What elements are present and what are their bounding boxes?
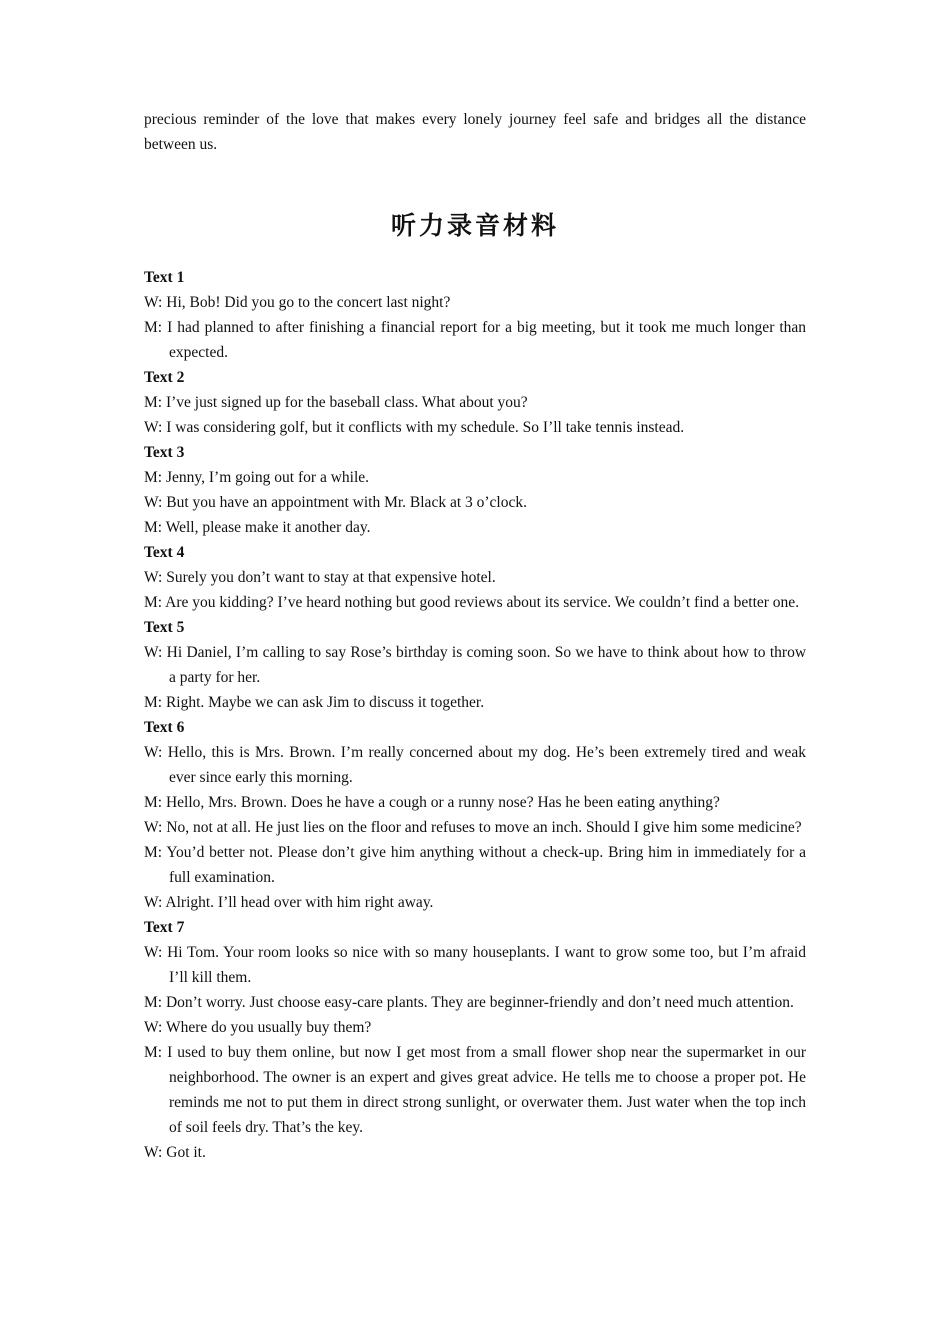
line-text: Jenny, I’m going out for a while. <box>165 469 370 486</box>
speaker-tag: M: <box>144 694 163 711</box>
section-label: Text 3 <box>144 444 185 461</box>
speaker-tag: W: <box>144 819 163 836</box>
transcript-section <box>144 365 806 440</box>
dialogue-line <box>144 815 806 840</box>
dialogue-line <box>144 1140 806 1165</box>
line-text: Well, please make it another day. <box>165 519 371 536</box>
speaker-tag: W: <box>144 1144 163 1161</box>
speaker-tag: M: <box>144 994 163 1011</box>
dialogue-line <box>144 465 806 490</box>
dialogue-line <box>144 640 806 690</box>
line-text: Alright. I’ll head over with him right away. <box>165 894 434 911</box>
speaker-tag: W: <box>144 894 163 911</box>
dialogue-line <box>144 990 806 1015</box>
transcript-section <box>144 265 806 365</box>
line-text: Surely you don’t want to stay at that expensive hotel. <box>166 569 496 586</box>
dialogue-line <box>144 290 806 315</box>
speaker-tag: W: <box>144 494 163 511</box>
transcript-section <box>144 440 806 540</box>
speaker-tag: M: <box>144 1044 163 1061</box>
speaker-tag: M: <box>144 469 163 486</box>
transcript-section <box>144 540 806 615</box>
line-text: I was considering golf, but it conflicts with my schedule. So I’ll take tennis instead. <box>166 419 685 436</box>
transcript-section <box>144 915 806 1165</box>
intro-paragraph: precious reminder of the love that makes every lonely journey feel safe and bridges all the distance between us. <box>144 111 806 153</box>
dialogue-line <box>144 740 806 790</box>
speaker-tag: M: <box>144 394 163 411</box>
transcript-section <box>144 615 806 715</box>
line-text: Are you kidding? I’ve heard nothing but good reviews about its service. We couldn’t find a better one. <box>165 594 800 611</box>
transcript-section <box>144 715 806 915</box>
line-text: Hello, Mrs. Brown. Does he have a cough or a runny nose? Has he been eating anything? <box>165 794 720 811</box>
dialogue-line <box>144 390 806 415</box>
dialogue-line <box>144 790 806 815</box>
speaker-tag: M: <box>144 594 163 611</box>
line-text: Don’t worry. Just choose easy-care plants. They are beginner-friendly and don’t need much attention. <box>165 994 794 1011</box>
line-text: You’d better not. Please don’t give him anything without a check-up. Bring him in immediately for a full examination. <box>166 844 806 886</box>
line-text: Hi Daniel, I’m calling to say Rose’s birthday is coming soon. So we have to think about how to throw a party for her. <box>166 644 807 686</box>
speaker-tag: W: <box>144 294 163 311</box>
dialogue-line <box>144 940 806 990</box>
speaker-tag: W: <box>144 944 163 961</box>
line-text: Hi Tom. Your room looks so nice with so many houseplants. I want to grow some too, but I’m afraid I’ll kill them. <box>167 944 807 986</box>
section-label: Text 7 <box>144 919 185 936</box>
transcript <box>144 265 806 1165</box>
line-text: But you have an appointment with Mr. Black at 3 o’clock. <box>166 494 527 511</box>
line-text: Hi, Bob! Did you go to the concert last night? <box>166 294 451 311</box>
section-label: Text 1 <box>144 269 185 286</box>
section-label: Text 5 <box>144 619 185 636</box>
dialogue-line <box>144 415 806 440</box>
dialogue-line <box>144 315 806 365</box>
line-text: No, not at all. He just lies on the floor and refuses to move an inch. Should I give him some medicine? <box>166 819 802 836</box>
line-text: I had planned to after finishing a financial report for a big meeting, but it took me much longer than expected. <box>167 319 807 361</box>
section-label: Text 6 <box>144 719 185 736</box>
page-title: 听力录音材料 <box>390 211 559 240</box>
speaker-tag: W: <box>144 1019 163 1036</box>
speaker-tag: M: <box>144 794 163 811</box>
section-label: Text 2 <box>144 369 185 386</box>
speaker-tag: M: <box>144 844 163 861</box>
dialogue-line <box>144 690 806 715</box>
speaker-tag: W: <box>144 744 163 761</box>
line-text: Got it. <box>166 1144 206 1161</box>
speaker-tag: W: <box>144 569 163 586</box>
dialogue-line <box>144 490 806 515</box>
speaker-tag: W: <box>144 419 163 436</box>
line-text: I used to buy them online, but now I get most from a small flower shop near the supermarket in our neighborhood. The owner is an expert and gives great advice. He tells me to choose a proper pot. He reminds me not to put them in direct strong sunlight, or overwater them. Just water when the top inch of soil feels dry. That’s the key. <box>167 1044 807 1136</box>
dialogue-line <box>144 1040 806 1140</box>
speaker-tag: M: <box>144 319 163 336</box>
dialogue-line <box>144 515 806 540</box>
dialogue-line <box>144 890 806 915</box>
line-text: Hello, this is Mrs. Brown. I’m really concerned about my dog. He’s been extremely tired and weak ever since early this morning. <box>167 744 806 786</box>
line-text: I’ve just signed up for the baseball class. What about you? <box>165 394 528 411</box>
speaker-tag: M: <box>144 519 163 536</box>
line-text: Where do you usually buy them? <box>165 1019 372 1036</box>
dialogue-line <box>144 1015 806 1040</box>
dialogue-line <box>144 590 806 615</box>
speaker-tag: W: <box>144 644 163 661</box>
dialogue-line <box>144 840 806 890</box>
section-label: Text 4 <box>144 544 185 561</box>
line-text: Right. Maybe we can ask Jim to discuss it together. <box>165 694 485 711</box>
dialogue-line <box>144 565 806 590</box>
